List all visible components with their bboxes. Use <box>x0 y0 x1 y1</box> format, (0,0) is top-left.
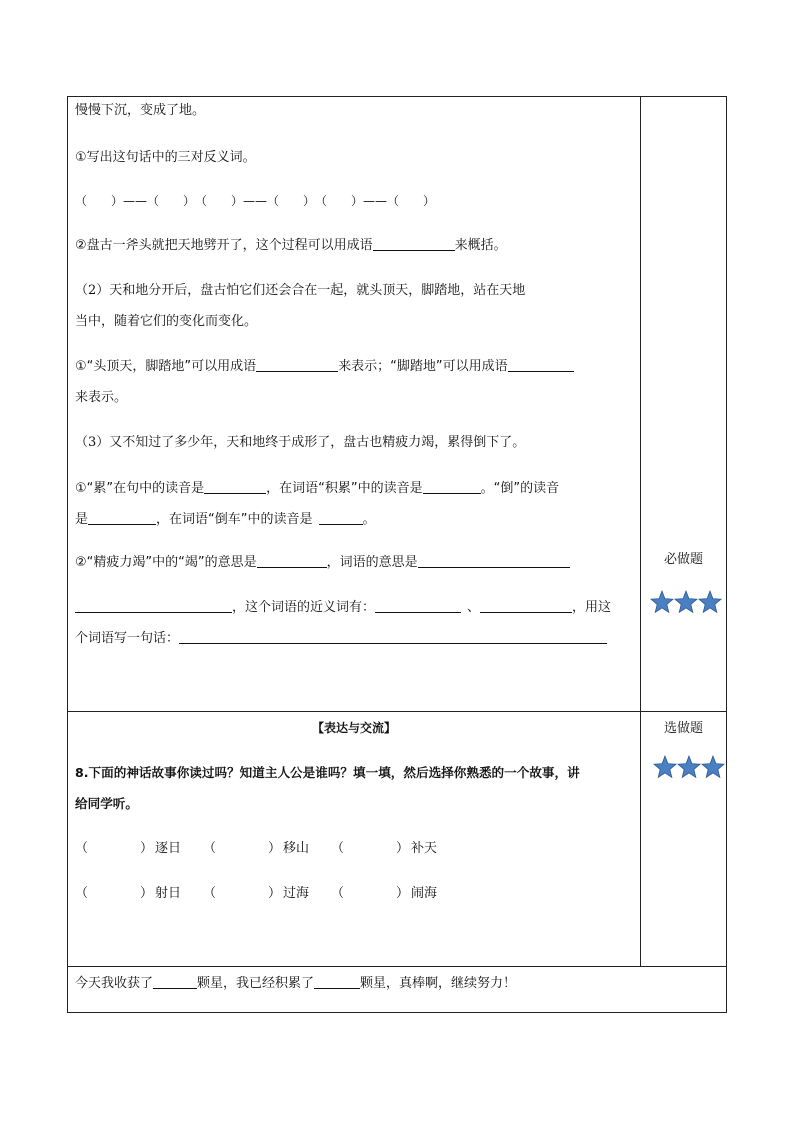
question-text: ，这个词语的近义词有： <box>232 600 376 615</box>
answer-blank[interactable] <box>204 480 266 494</box>
required-label: 必做题 <box>663 552 703 567</box>
stars-total-blank[interactable] <box>314 975 360 989</box>
question-text: ，在词语“倒车”中的读音是 <box>156 512 313 527</box>
row-divider-1 <box>67 711 727 712</box>
star-icon <box>653 755 677 779</box>
column-divider <box>640 96 641 966</box>
question-text: 。 <box>362 512 376 527</box>
answer-blank[interactable] <box>319 511 363 525</box>
answer-blank[interactable] <box>75 599 232 613</box>
question-text: ①“累”在句中的读音是 <box>75 481 205 496</box>
answer-blank[interactable] <box>508 358 574 372</box>
star-icon <box>650 590 674 614</box>
question-meaning <box>75 554 570 572</box>
story-row-2: （ ） 射日 （ ） 过海 （ ） 闹海 <box>75 886 438 901</box>
table-border-right <box>726 96 727 1013</box>
star-icon <box>674 590 698 614</box>
answer-blank[interactable] <box>257 554 327 568</box>
answer-blank[interactable] <box>375 599 461 613</box>
question-text: ，用这 <box>572 600 612 615</box>
answer-blank[interactable] <box>480 599 572 613</box>
footer-text: 颗星，真棒啊，继续努力！ <box>360 976 517 991</box>
optional-label: 选做题 <box>663 721 703 736</box>
question-text: 个词语写一句话： <box>75 631 180 646</box>
question-idiom <box>75 237 507 255</box>
question-text: ，在词语“积累”中的读音是 <box>266 481 423 496</box>
question-pronunciation-2 <box>75 511 376 529</box>
answer-blank[interactable] <box>373 237 455 251</box>
story-item: 移山 <box>283 841 310 856</box>
story-item: 补天 <box>411 841 438 856</box>
question-text: 是 <box>75 512 89 527</box>
question-text: ①“头顶天，脚踏地”可以用成语 <box>75 359 257 374</box>
answer-blank[interactable] <box>256 358 338 372</box>
question-8-line1: 8.下面的神话故事你读过吗？知道主人公是谁吗？填一填，然后选择你熟悉的一个故事，讲 <box>75 765 580 780</box>
question-text: ②“精疲力竭”中的“竭”的意思是 <box>75 555 257 570</box>
story-item: 过海 <box>283 886 310 901</box>
question-8-line2: 给同学听。 <box>75 796 138 811</box>
star-icon <box>701 755 725 779</box>
question-idiom-text: ②盘古一斧头就把天地劈开了，这个过程可以用成语 <box>75 238 373 253</box>
question-text: 来表示；“脚踏地”可以用成语 <box>338 359 508 374</box>
passage-line: 慢慢下沉，变成了地。 <box>75 103 206 118</box>
passage-2-line2: 当中，随着它们的变化而变化。 <box>75 314 258 329</box>
story-item: 闹海 <box>411 886 438 901</box>
question-text: 、 <box>467 600 481 615</box>
passage-3: （3）又不知过了多少年，天和地终于成形了，盘古也精疲力竭，累得倒下了。 <box>75 435 526 450</box>
story-item: 射日 <box>155 886 182 901</box>
footer-text: 颗星，我已经积累了 <box>197 976 315 991</box>
story-row-1: （ ） 逐日 （ ） 移山 （ ） 补天 <box>75 841 438 856</box>
row-divider-2 <box>67 966 727 967</box>
answer-blank[interactable] <box>88 511 156 525</box>
answer-blank[interactable] <box>418 554 570 568</box>
star-icon <box>698 590 722 614</box>
antonym-blanks: （ ）——（ ） （ ）——（ ） （ ）——（ ） <box>75 194 436 208</box>
question-text: 。“倒”的读音 <box>480 481 560 496</box>
question-idiom-2 <box>75 358 574 376</box>
footer-text: 今天我收获了 <box>75 976 154 991</box>
question-idiom-2-end: 来表示。 <box>75 390 128 405</box>
question-text: ，词语的意思是 <box>326 555 418 570</box>
table-border-left <box>67 96 68 1013</box>
story-item: 逐日 <box>155 841 182 856</box>
rating-stars-optional <box>653 755 725 779</box>
section-heading: 【表达与交流】 <box>311 721 396 735</box>
question-synonym <box>75 599 611 617</box>
table-border-top <box>67 96 727 97</box>
passage-2-line1: （2）天和地分开后，盘古怕它们还会合在一起，就头顶天，脚踏地，站在天地 <box>75 283 526 298</box>
answer-blank[interactable] <box>179 630 607 644</box>
question-pronunciation <box>75 480 559 498</box>
answer-blank[interactable] <box>423 480 481 494</box>
question-idiom-end: 来概括。 <box>454 238 507 253</box>
question-antonyms: ①写出这句话中的三对反义词。 <box>75 150 256 165</box>
footer-summary <box>75 975 516 993</box>
question-sentence <box>75 630 607 648</box>
star-icon <box>677 755 701 779</box>
stars-today-blank[interactable] <box>153 975 197 989</box>
table-border-bottom <box>67 1012 727 1013</box>
rating-stars-required <box>650 590 722 614</box>
